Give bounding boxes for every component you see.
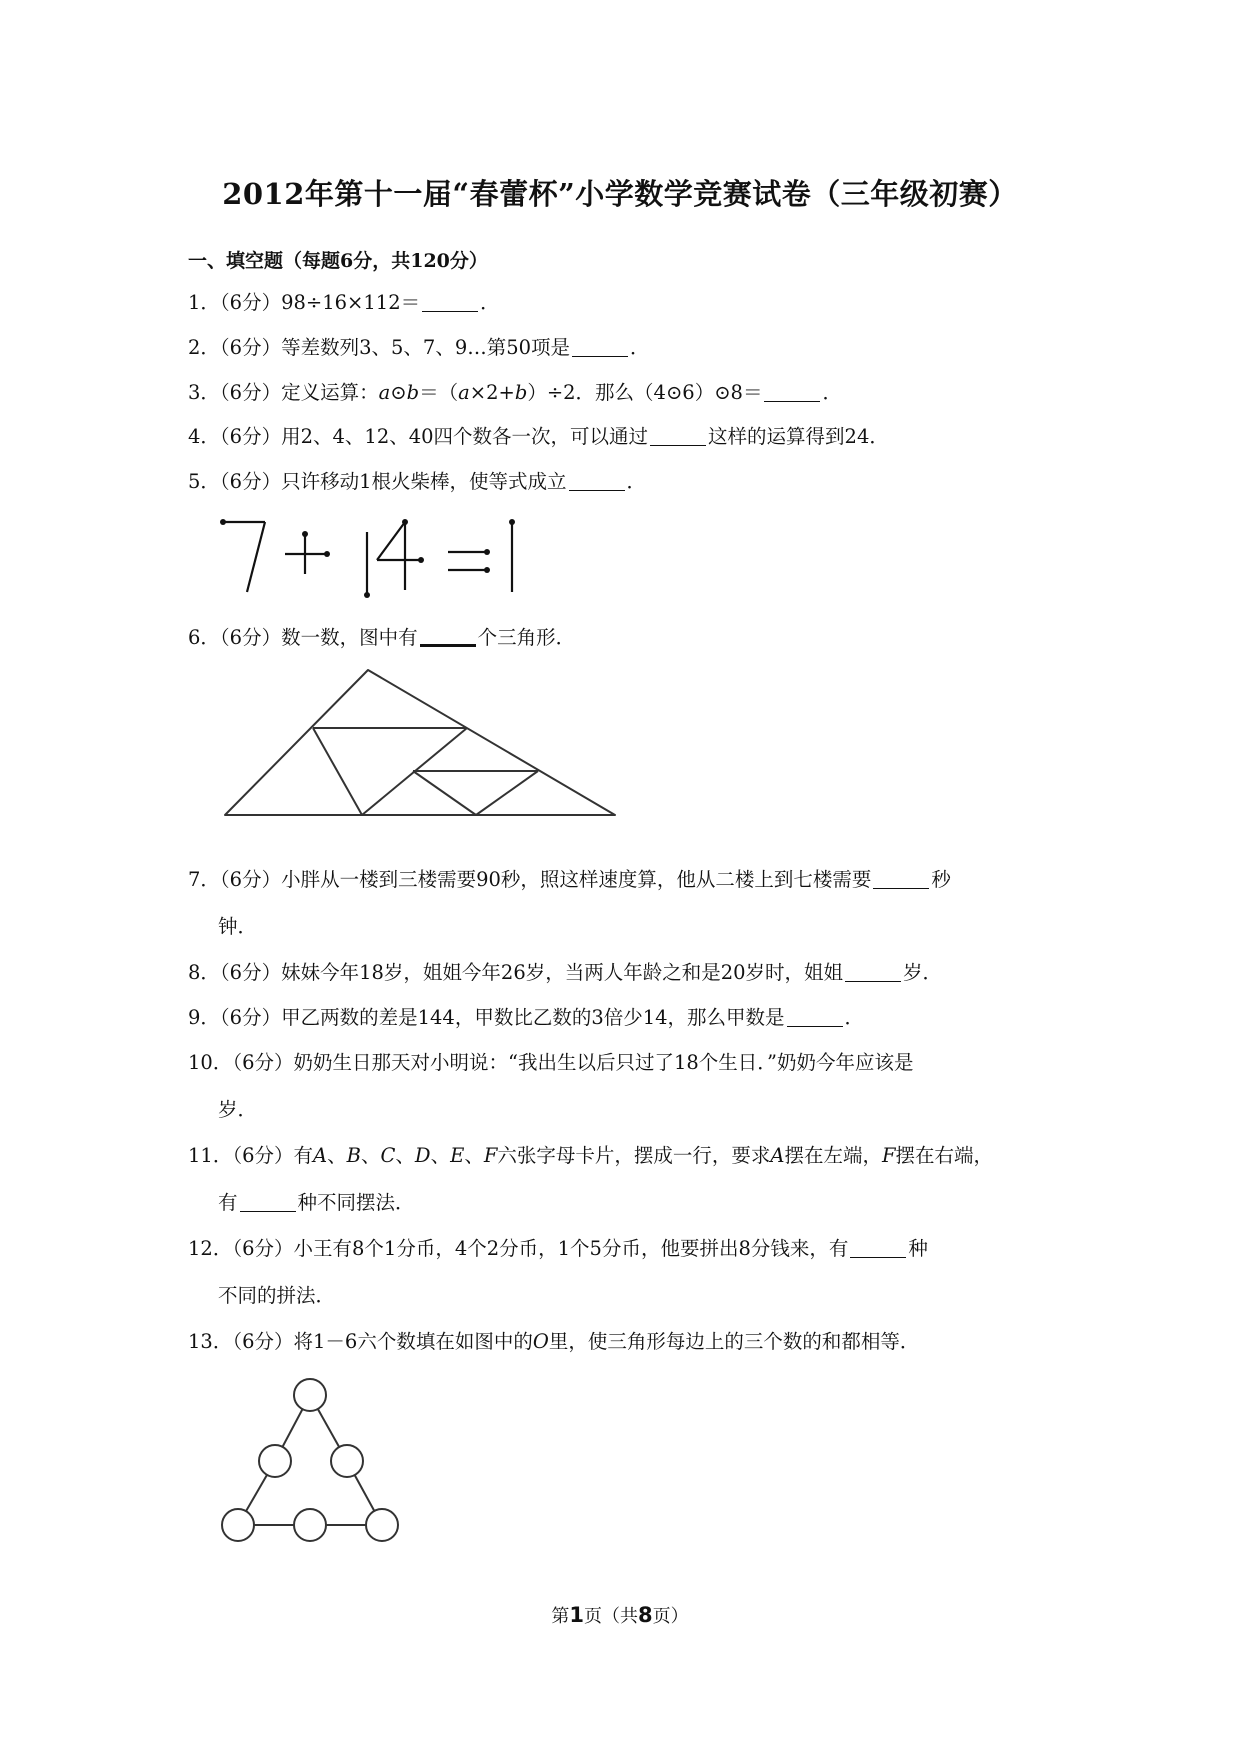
page-footer: 第1页（共8页）	[551, 1603, 689, 1627]
answer-blank	[240, 1191, 296, 1212]
question-5: 5．（6分）只许移动1根火柴棒，使等式成立 ．	[188, 470, 647, 493]
circle-triangle-figure	[215, 1375, 415, 1545]
answer-blank	[650, 425, 706, 446]
circle-slot	[366, 1509, 398, 1541]
answer-blank	[787, 1006, 843, 1027]
answer-blank	[422, 291, 478, 312]
triangle-count-figure	[220, 665, 620, 830]
answer-blank	[572, 336, 628, 357]
answer-blank	[764, 381, 820, 402]
question-6: 6．（6分）数一数，图中有 个三角形．	[188, 626, 576, 649]
question-13: 13．（6分）将1－6六个数填在如图中的O里，使三角形每边上的三个数的和都相等．	[188, 1330, 920, 1353]
question-1: 1．（6分）98÷16×112＝ ．	[188, 291, 500, 314]
question-7: 7．（6分）小胖从一楼到三楼需要90秒，照这样速度算，他从二楼上到七楼需要 秒 钟．	[188, 868, 951, 939]
question-2: 2．（6分）等差数列3、5、7、9…第50项是 ．	[188, 336, 650, 359]
question-9: 9．（6分）甲乙两数的差是144，甲数比乙数的3倍少14，那么甲数是 ．	[188, 1006, 865, 1029]
circle-slot	[222, 1509, 254, 1541]
answer-blank	[420, 624, 476, 647]
circle-slot	[294, 1379, 326, 1411]
answer-blank	[845, 961, 901, 982]
question-12: 12．（6分）小王有8个1分币，4个2分币，1个5分币，他要拼出8分钱来，有 种 不同的拼法．	[188, 1237, 928, 1308]
question-4: 4．（6分）用2、4、12、40四个数各一次，可以通过 这样的运算得到24．	[188, 425, 889, 448]
matchstick-equation-figure	[215, 512, 525, 602]
circle-slot	[331, 1445, 363, 1477]
section-heading: 一、填空题（每题6分，共120分）	[188, 250, 488, 272]
circle-slot	[259, 1445, 291, 1477]
question-8: 8．（6分）妹妹今年18岁，姐姐今年26岁，当两人年龄之和是20岁时，姐姐 岁．	[188, 961, 943, 984]
question-3: 3．（6分）定义运算：a⊙b＝（a×2+b）÷2．那么（4⊙6）⊙8＝ ．	[188, 381, 842, 404]
page-title: 2012年第十一届“春蕾杯”小学数学竞赛试卷（三年级初赛）	[222, 177, 1018, 211]
answer-blank	[850, 1237, 906, 1258]
question-11: 11．（6分）有A、B、C、D、E、F六张字母卡片，摆成一行，要求A摆在左端，F摆在右端， 有 种不同摆法．	[188, 1144, 994, 1215]
question-10: 10．（6分）奶奶生日那天对小明说：“我出生以后只过了18个生日．”奶奶今年应该是 岁．	[188, 1051, 914, 1122]
answer-blank	[569, 470, 625, 491]
answer-blank	[873, 868, 929, 889]
circle-slot	[294, 1509, 326, 1541]
